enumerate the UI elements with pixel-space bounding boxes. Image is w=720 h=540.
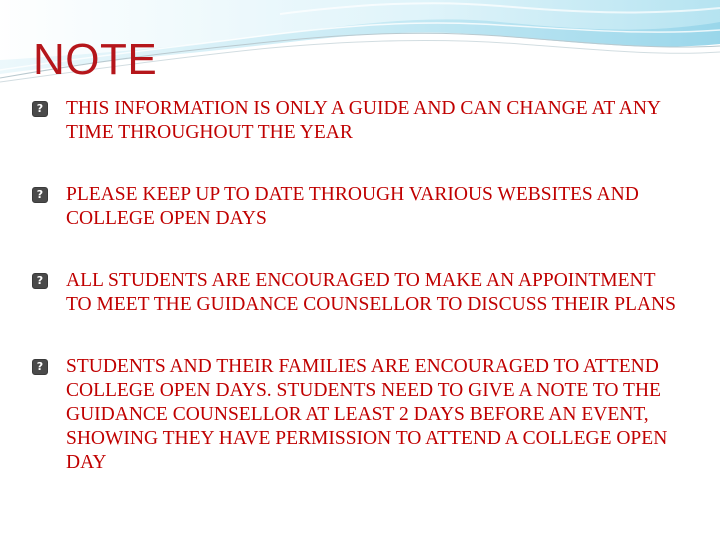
bullet-item — [32, 269, 682, 317]
bullet-item — [32, 355, 682, 475]
bullet-item — [32, 183, 682, 231]
missing-glyph-icon: ? — [32, 187, 48, 203]
bullet-text: THIS INFORMATION IS ONLY A GUIDE AND CAN CHANGE AT ANY TIME THROUGHOUT THE YEAR — [66, 98, 661, 143]
bullet-text: STUDENTS AND THEIR FAMILIES ARE ENCOURAGED TO ATTEND COLLEGE OPEN DAYS. STUDENTS NEED TO GIVE A NOTE TO THE GUIDANCE COUNSELLOR AT LEAST 2 DAYS BEFORE AN EVENT, SHOWING THEY HAVE PERMISSION TO ATTEND A COLLEGE OPEN DAY — [66, 356, 668, 473]
bullet-item — [32, 97, 682, 145]
slide-title: NOTE — [33, 35, 158, 84]
bullet-list — [32, 97, 682, 475]
missing-glyph-icon: ? — [32, 359, 48, 375]
missing-glyph-icon: ? — [32, 273, 48, 289]
missing-glyph-icon: ? — [32, 101, 48, 117]
bullet-text: PLEASE KEEP UP TO DATE THROUGH VARIOUS WEBSITES AND COLLEGE OPEN DAYS — [66, 184, 639, 229]
bullet-text: ALL STUDENTS ARE ENCOURAGED TO MAKE AN APPOINTMENT TO MEET THE GUIDANCE COUNSELLOR TO DISCUSS THEIR PLANS — [66, 270, 676, 315]
